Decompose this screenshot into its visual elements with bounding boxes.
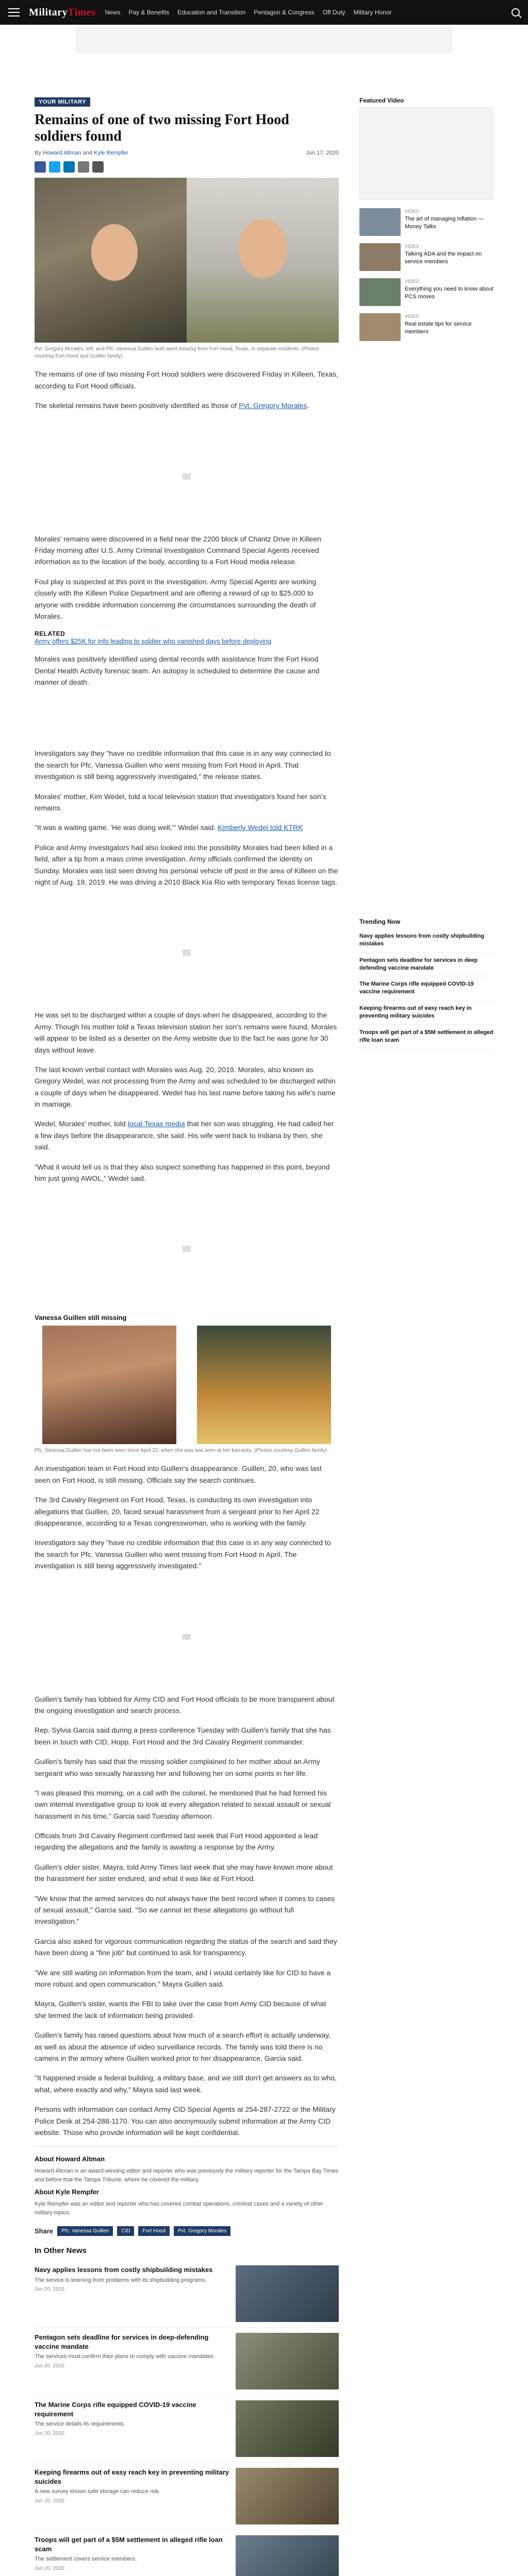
headline: Remains of one of two missing Fort Hood soldiers found — [35, 112, 289, 145]
paragraph: Morales' remains were discovered in a field near the 2200 block of Chantz Drive in Killeen Friday morning after U.S. Army Criminal Investigation Command Special Agents received information as to the location of the body, according to a Fort Hood media release. — [35, 534, 321, 566]
paragraph: Guillen's older sister, Mayra, told Army Times last week that she may have known more about the harassment her sister endured, and what it was like at Fort Hood. — [35, 1862, 333, 1883]
related-link[interactable]: Army offers $25K for info leading to soldier who vanished days before deploying — [35, 637, 272, 646]
inline-ad — [35, 896, 339, 1009]
sidebar-item[interactable] — [359, 313, 493, 341]
section-tag[interactable]: YOUR MILITARY — [35, 97, 90, 107]
news-title[interactable]: Pentagon sets deadline for services in deep-defending vaccine mandate — [35, 2333, 209, 2350]
news-thumbnail[interactable] — [236, 2400, 339, 2457]
news-item[interactable] — [35, 2260, 339, 2328]
sidebar-title[interactable]: The art of managing inflation — Money Talks — [405, 216, 484, 230]
trending-heading: Trending Now — [359, 918, 401, 925]
inline-link[interactable]: local Texas media — [127, 1120, 185, 1128]
news-item[interactable] — [35, 2463, 339, 2530]
author-bio — [35, 2146, 339, 2217]
ad-banner[interactable] — [76, 27, 452, 53]
news-desc: The service details its requirements. — [35, 2421, 126, 2428]
text: The skeletal remains have been positively identified as those of — [35, 401, 239, 410]
author-link[interactable]: Kyle Rempfer — [93, 150, 128, 157]
byline — [35, 150, 339, 156]
share-buttons — [35, 161, 339, 173]
featured-heading: Featured Video — [359, 97, 404, 104]
news-title[interactable]: Troops will get part of a $5M settlement in alleged rifle loan scam — [35, 2536, 223, 2553]
sidebar-title[interactable]: Everything you need to know about PCS moves — [405, 286, 493, 300]
nav-off-duty[interactable]: Off Duty — [322, 9, 345, 16]
facebook-icon[interactable] — [35, 161, 46, 173]
lead-photo — [35, 178, 339, 343]
paragraph — [35, 400, 339, 411]
other-news-heading: In Other News — [35, 2246, 87, 2256]
tag-link[interactable]: Pvt. Gregory Morales — [174, 2226, 230, 2236]
trending-item[interactable]: The Marine Corps rifle equipped COVID-19 vaccine requirement — [359, 976, 493, 1001]
news-desc: The settlement covers service members. — [35, 2556, 137, 2563]
news-title[interactable]: Keeping firearms out of easy reach key in preventing military suicides — [35, 2468, 229, 2485]
related-box — [35, 630, 339, 645]
tag-link[interactable]: Fort Hood — [138, 2226, 169, 2236]
news-title[interactable]: Navy applies lessons from costly shipbuilding mistakes — [35, 2266, 213, 2274]
news-item[interactable] — [35, 2328, 339, 2395]
paragraph — [35, 822, 339, 833]
inline-link[interactable]: Kimberly Wedel told KTRK — [218, 823, 303, 832]
sidebar-title[interactable]: Talking ADA and the impact on service members — [405, 251, 482, 265]
sidebar-title[interactable]: Real estate tips for service members — [405, 321, 472, 335]
news-desc: The services must confirm their plans to comply with vaccine mandates. — [35, 2353, 215, 2360]
other-news — [35, 2246, 339, 2576]
paragraph: Morales' mother, Kim Wedel, told a local television station that investigators found her son's remains. — [35, 792, 326, 812]
guillen-photo — [35, 1326, 339, 1444]
trending-item[interactable]: Pentagon sets deadline for services in deep defending vaccine mandate — [359, 953, 493, 977]
paragraph: "What it would tell us is that they also suspect something has happened in this point, beyond him just going AWOL," Wedel said. — [35, 1162, 330, 1183]
paragraph: Officials from 3rd Cavalry Regiment confirmed last week that Fort Hood appointed a lead regarding the allegations and the family is awaiting a response by the Army. — [35, 1832, 318, 1852]
tag-row — [35, 2226, 339, 2236]
trending-item[interactable]: Troops will get part of a $5M settlement in alleged rifle loan scam — [359, 1025, 493, 1049]
sidebar-item[interactable] — [359, 208, 493, 236]
trending-item[interactable]: Keeping firearms out of easy reach key in preventing military suicides — [359, 1001, 493, 1025]
article — [35, 97, 339, 2576]
text: that her son was struggling. He had called her a few days before the disappearance, she said. His wife went back to Indiana by then, she said. — [35, 1120, 334, 1151]
face-shape — [238, 219, 287, 278]
top-nav — [0, 0, 528, 25]
photo-guillen-2 — [197, 1326, 331, 1444]
news-date: Jun 20, 2020 — [35, 2498, 64, 2504]
sidebar-item[interactable] — [359, 243, 493, 271]
inline-ad — [35, 1192, 339, 1306]
sidebar-kicker: VIDEO — [405, 209, 420, 214]
nav-military-honor[interactable]: Military Honor — [353, 9, 392, 16]
paragraph: Morales was positively identified using dental records with assistance from the Fort Hood Dental Health Activity forensic team. An autopsy is scheduled to determine the cause and manner of death. — [35, 655, 320, 687]
nav-education[interactable]: Education and Transition — [177, 9, 246, 16]
linkedin-icon[interactable] — [63, 161, 75, 173]
paragraph: Police and Army investigators had also looked into the possibility Morales had been killed in a field, after a tip from a mass crime investigation. Army officials confirmed the identity on Sunday. Morales was last seen driving his personal vehicle off post in the area of Killeen on the night of Aug. 19, 2019. He was driving a 2010 Black Kia Rio with temporary Texas license tags. — [35, 843, 338, 886]
paragraph: "I was pleased this morning, on a call with the colonel, he mentioned that he had formed his own internal investigative group to look at every allegation related to sexual assault or sexual harassment in his time," Garcia said Tuesday afternoon. — [35, 1788, 331, 1820]
photo-caption: Pfc. Vanessa Guillen has not been seen since April 22, when she was last seen at her barracks. (Photos courtesy Guillen family) — [35, 1448, 327, 1454]
paragraph: An investigation team in Fort Hood into Guillen's disappearance. Guillen, 20, who was last seen on Fort Hood, is still missing. Officials say the search continues. — [35, 1464, 322, 1484]
author-link[interactable]: Howard Altman — [42, 150, 81, 157]
news-date: Jun 20, 2020 — [35, 2363, 64, 2369]
sidebar-thumbnail[interactable] — [359, 243, 401, 271]
paragraph: "We know that the armed services do not always have the best record when it comes to cases of sexual assault," Garcia said. "So we cannot let these allegations go without full investigation." — [35, 1894, 335, 1926]
nav-pentagon-congress[interactable]: Pentagon & Congress — [254, 9, 315, 16]
paragraph: The remains of one of two missing Fort Hood soldiers were discovered Friday in Killeen, Texas, according to Fort Hood officials. — [35, 370, 338, 390]
ad-placeholder — [183, 473, 191, 480]
top-ad-slot — [0, 25, 528, 56]
sidebar-kicker: VIDEO — [405, 314, 420, 319]
paragraph: Investigators say they "have no credible information that this case is in any way connected to the search for Pfc. Vanessa Guillen who went missing from Fort Hood in April. The investigation is still being aggressively investigated." — [35, 1538, 331, 1570]
paragraph: "We are still waiting on information from the team, and I would certainly like for CID to have a more robust and open communication," Mayra Guillen said. — [35, 1968, 331, 1988]
ad-placeholder — [183, 1634, 191, 1640]
news-item[interactable] — [35, 2530, 339, 2576]
sidebar — [359, 97, 493, 2576]
face-shape — [91, 224, 138, 281]
tags-label: Share — [35, 2227, 54, 2235]
paragraph: Persons with information can contact Army CID Special Agents at 254-287-2722 or the Military Police Desk at 254-288-1170. You can also anonymously submit information at the Army CID website. Those who provide information will be kept confidential. — [35, 2105, 336, 2137]
paragraph: The 3rd Cavalry Regiment on Fort Hood, Texas, is conducting its own investigation into allegations that Guillen, 20, faced sexual harassment from a sergeant prior to her April 22 disappearance, according to a Texas congresswoman, who is working with the family. — [35, 1496, 320, 1527]
featured-video-player[interactable] — [359, 107, 493, 200]
paragraph: Investigators say they "have no credible information that this case is in any way connected to the search for Pfc. Vanessa Guillen who went missing from Fort Hood in April. That investigation is still being aggressively investigated," the release states. — [35, 749, 331, 781]
sidebar-thumbnail[interactable] — [359, 313, 401, 341]
news-thumbnail[interactable] — [236, 2333, 339, 2389]
tag-link[interactable]: Pfc. Vanessa Guillen — [57, 2226, 113, 2236]
related-label: RELATED — [35, 630, 65, 638]
sidebar-thumbnail[interactable] — [359, 278, 401, 306]
photo-guillen-1 — [42, 1326, 176, 1444]
photo-guillen-lead — [187, 178, 339, 343]
paragraph: Foul play is suspected at this point in the investigation. Army Special Agents are working closely with the Killeen Police Department and are offering a reward of up to $25,000 to anyone with credible information concerning the circumstances surrounding the death of Morales. — [35, 577, 317, 620]
bio-heading: About Howard Altman — [35, 2155, 105, 2163]
news-desc: A new survey shows safe storage can reduce risk. — [35, 2488, 160, 2495]
paragraph: He was set to be discharged within a couple of days when he disappeared, according to the Army. Though his mother told a Texas television station her son's remains were found, Morales will appear to be listed as a deserter on the Army website due to the fact he was gone for 30 days without leave. — [35, 1011, 337, 1054]
twitter-icon[interactable] — [49, 161, 60, 173]
photo-caption: Pvt. Gregory Morales, left, and Pfc. Vanessa Guillen both went missing from Fort Hood, Texas, in separate incidents. (Photos courtesy Fort Hood and Guillen family) — [35, 346, 320, 360]
paragraph: Rep. Sylvia Garcia said during a press conference Tuesday with Guillen's family that she has been in touch with CID, Hopp, Fort Hood and the 3rd Cavalry Regiment commander. — [35, 1726, 331, 1746]
search-icon[interactable] — [512, 8, 520, 16]
paragraph: Guillen's family has raised questions about how much of a search effort is actually underway, as well as about the absence of video surveillance records. The family was told there is no camera in the armory where Guillen worked prior to her disappearance, Garcia said. — [35, 2031, 331, 2062]
paragraph: Guillen's family has said that the missing soldier complained to her mother about an Army sergeant who was sexually harassing her and following her on some points in her life. — [35, 1757, 320, 1777]
tag-link[interactable]: CID — [117, 2226, 134, 2236]
bio-text: Howard Altman is an award-winning editor and reporter who was previously the military reporter for the Tampa Bay Times and before that the Tampa Tribune, where he covered the military. — [35, 2168, 339, 2183]
paragraph: The last known verbal contact with Morales was Aug. 20, 2019. Morales, also known as Gregory Wedel, was not processing from the Army and was scheduled to be discharged within a couple of days when he disappeared. Wedel has his last name before taking his wife's name in marriage. — [35, 1065, 336, 1109]
trending-item[interactable]: Navy applies lessons from costly shipbuilding mistakes — [359, 928, 493, 953]
paragraph: Mayra, Guillen's sister, wants the FBI to take over the case from Army CID because of what she termed the lack of information being provided. — [35, 1999, 326, 2020]
text: "It was a waiting game. 'He was doing well,'" Wedel said. — [35, 823, 216, 832]
sidebar-item[interactable] — [359, 278, 493, 306]
byline-and: and — [82, 150, 92, 157]
paragraph — [35, 1118, 339, 1153]
news-date: Jun 20, 2020 — [35, 2286, 64, 2293]
sidebar-thumbnail[interactable] — [359, 208, 401, 236]
news-thumbnail[interactable] — [236, 2265, 339, 2322]
hamburger-menu-icon[interactable] — [8, 8, 20, 16]
inline-link[interactable]: Pvt. Gregory Morales — [239, 401, 307, 410]
ad-placeholder — [183, 950, 191, 956]
news-title[interactable]: The Marine Corps rifle equipped COVID-19 vaccine requirement — [35, 2401, 196, 2418]
inline-ad — [35, 1580, 339, 1693]
byline-prefix: By — [35, 150, 41, 157]
subheading: Vanessa Guillen still missing — [35, 1314, 127, 1322]
news-date: Jun 20, 2020 — [35, 2565, 64, 2571]
ad-placeholder — [183, 1246, 191, 1252]
sidebar-kicker: VIDEO — [405, 279, 420, 284]
news-thumbnail[interactable] — [236, 2468, 339, 2524]
nav-pay-benefits[interactable]: Pay & Benefits — [128, 9, 170, 16]
news-date: Jun 20, 2020 — [35, 2430, 64, 2436]
sidebar-kicker: VIDEO — [405, 244, 420, 249]
bio-heading: About Kyle Rempfer — [35, 2188, 99, 2196]
main-nav — [105, 9, 391, 16]
text: Wedel, Morales' mother, told — [35, 1120, 128, 1128]
inline-ad — [35, 420, 339, 533]
nav-news[interactable]: News — [105, 9, 121, 16]
paragraph: Garcia also asked for vigorous communication regarding the status of the search and said they have been doing a "fine job" but continued to ask for transparency. — [35, 1937, 337, 1957]
link-icon[interactable] — [92, 161, 104, 173]
news-item[interactable] — [35, 2395, 339, 2463]
text: . — [307, 401, 309, 410]
paragraph: "It happened inside a federal building, a military base, and we still don't get answers as to who, what, where exactly and why," Mayra said last week. — [35, 2074, 337, 2094]
news-desc: The service is learning from problems with its shipbuilding programs. — [35, 2277, 207, 2283]
bio-text: Kyle Rempfer was an editor and reporter who has covered combat operations, criminal cases and a variety of other military topics. — [35, 2201, 324, 2216]
publish-date: Jun 17, 2020 — [306, 150, 339, 157]
spacer — [35, 696, 339, 748]
news-thumbnail[interactable] — [236, 2535, 339, 2576]
email-icon[interactable] — [78, 161, 89, 173]
trending-box — [359, 918, 493, 1048]
site-logo[interactable]: MilitaryTimes — [29, 6, 96, 18]
photo-morales — [35, 178, 187, 343]
paragraph: Guillen's family has lobbied for Army CID and Fort Hood officials to be more transparent about the ongoing investigation and search process. — [35, 1694, 335, 1715]
